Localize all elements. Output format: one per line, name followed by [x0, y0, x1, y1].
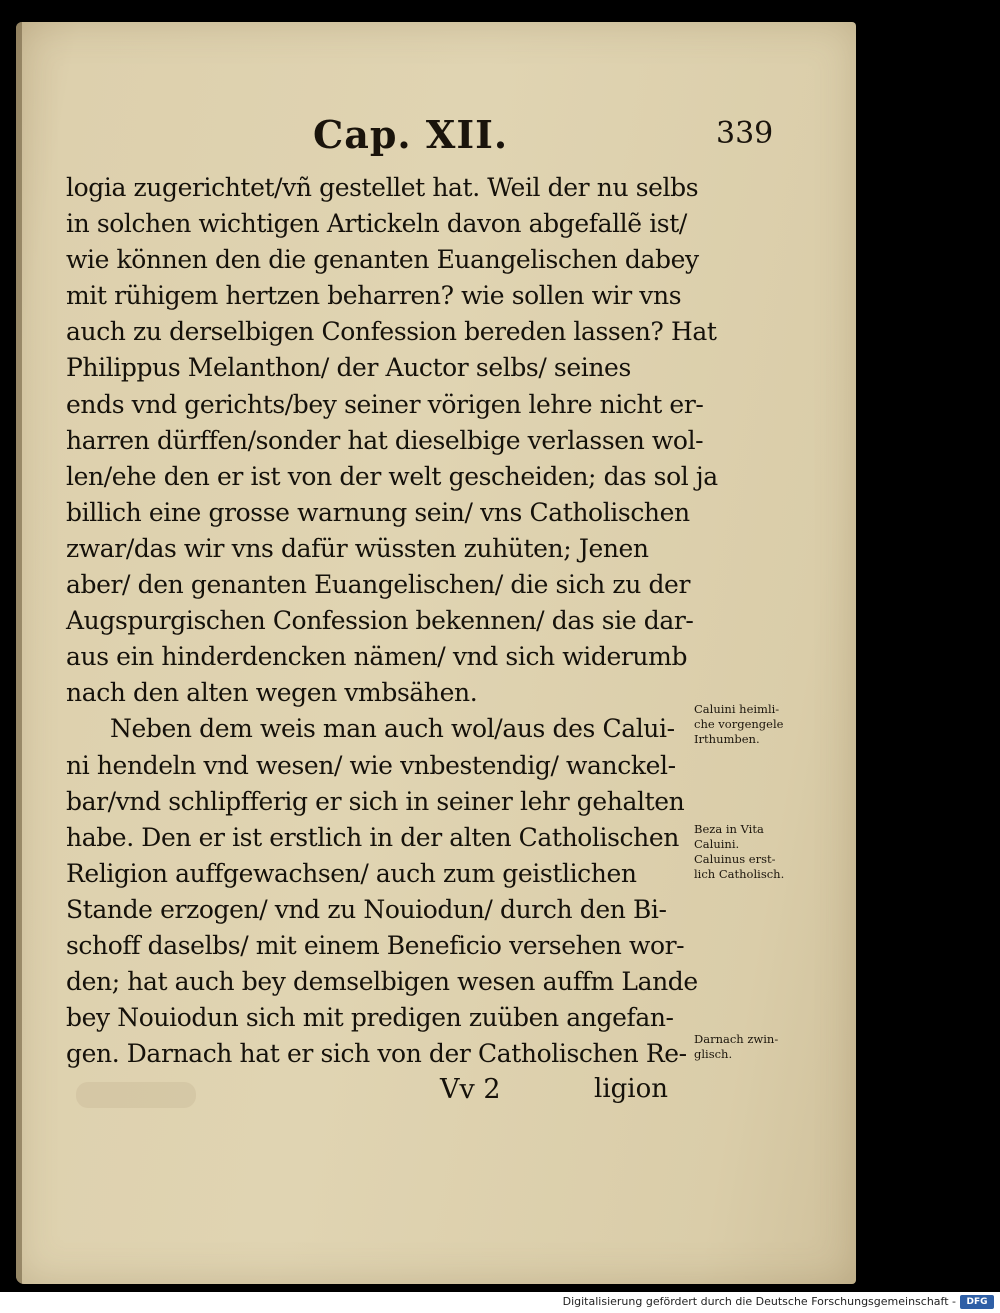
text-line: zwar/das wir vns dafür wüssten zuhüten; Jenen	[66, 533, 649, 563]
text-line: Augspurgischen Confession bekennen/ das sie dar-	[66, 606, 694, 636]
text-line: schoff daselbs/ mit einem Beneficio versehen wor-	[66, 930, 685, 960]
catchword: ligion	[594, 1074, 668, 1104]
text-line: harren dürffen/sonder hat dieselbige verlassen wol-	[66, 425, 704, 455]
running-head: Cap. XII.	[313, 112, 509, 157]
body-text	[66, 170, 736, 1072]
dfg-logo-text: DFG	[966, 1297, 988, 1307]
funding-notice: Digitalisierung gefördert durch die Deutsche Forschungsgemeinschaft -	[562, 1295, 956, 1308]
text-line: nach den alten wegen vmbsähen.	[66, 678, 478, 708]
margin-note-text: Beza in Vita Caluini. Caluinus erst- lich Catholisch.	[694, 822, 785, 881]
text-line: in solchen wichtigen Artickeln davon abgefallẽ ist/	[66, 209, 687, 239]
text-line: habe. Den er ist erstlich in der alten Catholischen	[66, 822, 679, 852]
text-line: bey Nouiodun sich mit predigen zuüben angefan-	[66, 1003, 674, 1033]
text-line: Philippus Melanthon/ der Auctor selbs/ seines	[66, 353, 631, 383]
text-line: billich eine grosse warnung sein/ vns Catholischen	[66, 497, 690, 527]
text-line: mit rühigem hertzen beharren? wie sollen wir vns	[66, 281, 682, 311]
text-line: aber/ den genanten Euangelischen/ die sich zu der	[66, 570, 690, 600]
margin-note	[694, 702, 844, 747]
text-line: auch zu derselbigen Confession bereden lassen? Hat	[66, 317, 717, 347]
margin-note	[694, 1032, 844, 1062]
dfg-logo-icon	[960, 1295, 994, 1309]
signature-mark: Vv 2	[440, 1074, 501, 1105]
text-line: bar/vnd schlipfferig er sich in seiner lehr gehalten	[66, 786, 685, 816]
text-line: ni hendeln vnd wesen/ wie vnbestendig/ wanckel-	[66, 750, 676, 780]
page-number: 339	[716, 116, 774, 151]
text-line: Religion auffgewachsen/ auch zum geistlichen	[66, 858, 637, 888]
text-line: Stande erzogen/ vnd zu Nouiodun/ durch den Bi-	[66, 894, 667, 924]
book-page	[16, 22, 856, 1284]
margin-note-text: Darnach zwin- glisch.	[694, 1032, 779, 1061]
page-footer	[16, 1074, 856, 1114]
text-line: aus ein hinderdencken nämen/ vnd sich widerumb	[66, 642, 688, 672]
funding-bar	[0, 1292, 1000, 1313]
margin-note-text: Caluini heimli- che vorgengele Irthumben.	[694, 702, 784, 746]
text-line: logia zugerichtet/vñ gestellet hat. Weil der nu selbs	[66, 173, 699, 202]
text-line: len/ehe den er ist von der welt gescheiden; das sol ja	[66, 461, 718, 491]
margin-note	[694, 822, 844, 882]
paragraph-start-line: Neben dem weis man auch wol/aus des Calui-	[110, 714, 675, 744]
text-line: gen. Darnach hat er sich von der Catholischen Re-	[66, 1039, 687, 1069]
text-line: wie können den die genanten Euangelischen dabey	[66, 245, 699, 275]
text-line: den; hat auch bey demselbigen wesen auffm Lande	[66, 967, 698, 997]
text-line: ends vnd gerichts/bey seiner vörigen lehre nicht er-	[66, 389, 704, 419]
